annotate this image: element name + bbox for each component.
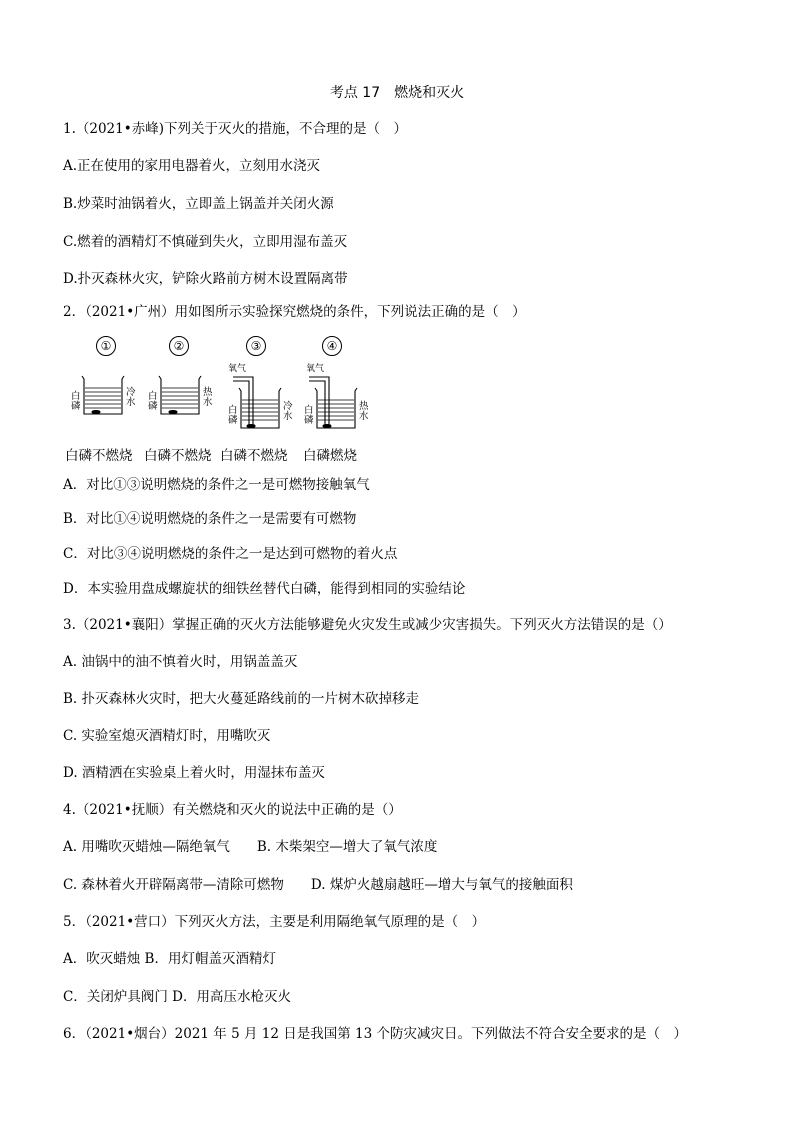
q1-option-a: A.正在使用的家用电器着火，立刻用水浇灭 xyxy=(63,158,321,174)
q2-option-a: A．对比①③说明燃烧的条件之一是可燃物接触氧气 xyxy=(63,477,370,493)
q4-options-ab: A. 用嘴吹灭蜡烛—隔绝氧气 B. 木柴架空—增大了氧气浓度 xyxy=(63,839,438,855)
caption-4: 白磷燃烧 xyxy=(303,448,357,464)
label-white-phosphorus-1: 白磷 xyxy=(71,391,81,412)
label-white-phosphorus-2: 白磷 xyxy=(148,391,158,412)
caption-2: 白磷不燃烧 xyxy=(144,448,212,464)
q2-option-b: B．对比①④说明燃烧的条件之一是需要有可燃物 xyxy=(63,511,357,527)
q4-stem: 4.（2021•抚顺）有关燃烧和灭火的说法中正确的是（） xyxy=(63,802,402,818)
q3-option-b: B. 扑灭森林火灾时，把大火蔓延路线前的一片树木砍掉移走 xyxy=(63,691,420,707)
label-white-phosphorus-3: 白磷 xyxy=(228,405,238,426)
figure-number-2: ② xyxy=(169,336,189,356)
label-hot-water-4: 热水 xyxy=(359,401,369,422)
q3-option-a: A. 油锅中的油不慎着火时，用锅盖盖灭 xyxy=(63,654,298,670)
figure-number-4: ④ xyxy=(322,336,342,356)
q1-stem: 1.（2021•赤峰)下列关于灭火的措施，不合理的是（ ） xyxy=(63,121,407,137)
label-white-phosphorus-4: 白磷 xyxy=(304,405,314,426)
figure-number-3: ③ xyxy=(246,336,266,356)
label-cold-water-1: 冷水 xyxy=(126,387,136,408)
q3-option-d: D. 酒精洒在实验桌上着火时，用湿抹布盖灭 xyxy=(63,765,325,781)
experiment-figure xyxy=(63,336,383,466)
q4-options-cd: C. 森林着火开辟隔离带—清除可燃物 D. 煤炉火越扇越旺—增大与氧气的接触面积 xyxy=(63,877,573,893)
label-cold-water-3: 冷水 xyxy=(283,401,293,422)
q5-options-cd: C．关闭炉具阀门 D．用高压水枪灭火 xyxy=(63,989,291,1005)
beakers-drawing xyxy=(63,336,383,436)
q5-options-ab: A．吹灭蜡烛 B．用灯帽盖灭酒精灯 xyxy=(63,951,276,967)
q2-stem: 2．（2021•广州）用如图所示实验探究燃烧的条件，下列说法正确的是（ ） xyxy=(63,304,526,320)
q2-option-d: D．本实验用盘成螺旋状的细铁丝替代白磷，能得到相同的实验结论 xyxy=(63,581,466,597)
label-oxygen-4: 氧气 xyxy=(306,364,325,374)
q6-stem: 6．（2021•烟台）2021 年 5 月 12 日是我国第 13 个防灾减灾日。下列做法不符合安全要求的是（ ） xyxy=(63,1026,687,1042)
q1-option-b: B.炒菜时油锅着火，立即盖上锅盖并关闭火源 xyxy=(63,196,334,212)
label-oxygen-3: 氧气 xyxy=(228,364,247,374)
q2-option-c: C．对比③④说明燃烧的条件之一是达到可燃物的着火点 xyxy=(63,546,398,562)
q5-stem: 5．（2021•营口）下列灭火方法，主要是利用隔绝氧气原理的是（ ） xyxy=(63,914,486,930)
figure-number-1: ① xyxy=(96,336,116,356)
caption-1: 白磷不燃烧 xyxy=(65,448,133,464)
q3-option-c: C. 实验室熄灭酒精灯时，用嘴吹灭 xyxy=(63,728,271,744)
q1-option-c: C.燃着的酒精灯不慎碰到失火，立即用湿布盖灭 xyxy=(63,234,348,250)
caption-3: 白磷不燃烧 xyxy=(220,448,288,464)
q1-option-d: D.扑灭森林火灾，铲除火路前方树木设置隔离带 xyxy=(63,271,348,287)
label-hot-water-2: 热水 xyxy=(203,387,213,408)
page-title: 考点 17 燃烧和灭火 xyxy=(329,85,465,101)
q3-stem: 3.（2021•襄阳）掌握正确的灭火方法能够避免火灾发生或减少灾害损失。下列灭火方法错误的是（） xyxy=(63,617,672,633)
